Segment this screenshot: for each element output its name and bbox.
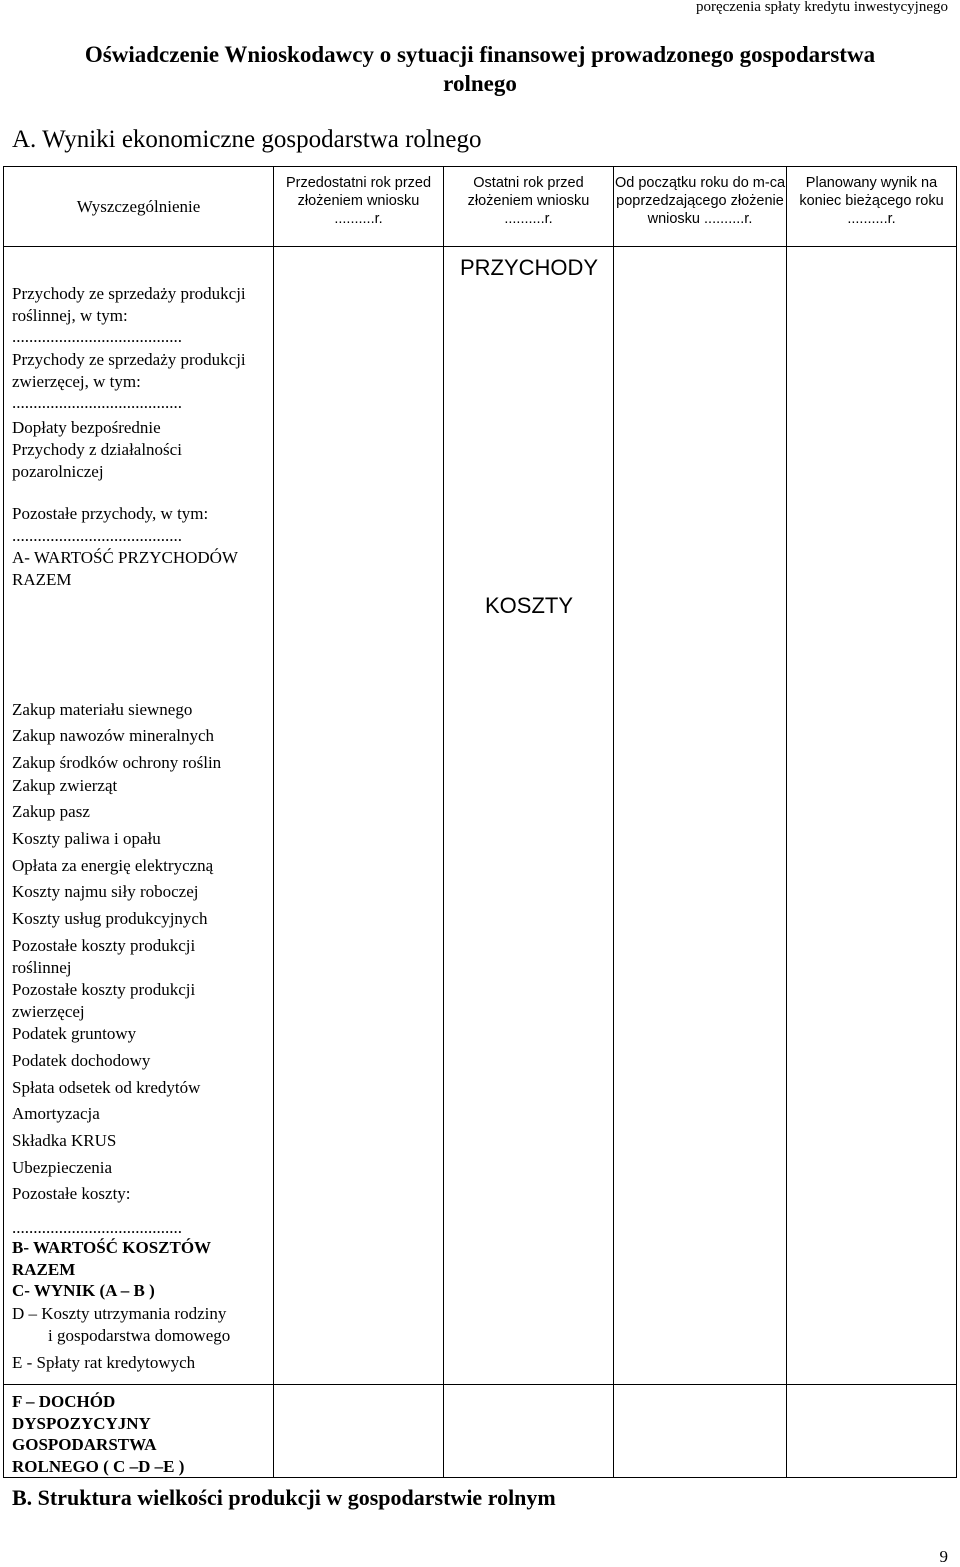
col-planned — [787, 247, 957, 1385]
running-header: poręczenia spłaty kredytu inwestycyjnego — [696, 0, 948, 15]
section-label-income: PRZYCHODY — [459, 255, 599, 280]
cost-row: Opłata za energię elektryczną — [12, 856, 214, 875]
summary-f-col2 — [444, 1385, 614, 1478]
cost-dots: ........................................ — [12, 1218, 182, 1237]
section-b-heading: B. Struktura wielkości produkcji w gospodarstwie rolnym — [12, 1485, 556, 1510]
document-title-line1: Oświadczenie Wnioskodawcy o sytuacji finansowej prowadzonego gospodarstwa — [84, 42, 876, 67]
financial-results-table — [3, 166, 957, 1478]
cost-row: Zakup środków ochrony roślin — [12, 753, 222, 772]
cost-row: Podatek gruntowy — [12, 1024, 137, 1043]
header-cell-last-year: Ostatni rok przed złożeniem wniosku ..........r. — [444, 167, 614, 247]
income-row-crop-sales: Przychody ze sprzedaży produkcji roślinnej, w tym: ........................................ — [12, 284, 246, 346]
cost-row: Spłata odsetek od kredytów — [12, 1078, 201, 1097]
section-a-heading: A. Wyniki ekonomiczne gospodarstwa rolnego — [12, 126, 482, 153]
header-cell-description: Wyszczególnienie — [4, 167, 274, 247]
document-title — [0, 40, 960, 98]
summary-c-result: C- WYNIK (A – B ) — [12, 1281, 155, 1300]
cost-row: Amortyzacja — [12, 1104, 100, 1123]
cost-row: Podatek dochodowy — [12, 1051, 151, 1070]
cost-row: Zakup pasz — [12, 802, 90, 821]
description-column — [4, 247, 274, 1385]
summary-f-col1 — [274, 1385, 444, 1478]
col-last-year — [444, 247, 614, 1385]
summary-f-col3 — [614, 1385, 787, 1478]
header-cell-year-to-date: Od początku roku do m-ca poprzedzającego złożenie wniosku ..........r. — [614, 167, 787, 247]
income-row-direct-payments: Dopłaty bezpośrednie — [12, 418, 161, 437]
income-row-non-agricultural: Przychody z działalności pozarolniczej — [12, 440, 182, 481]
summary-d-family-costs: D – Koszty utrzymania rodziny i gospodarstwa domowego — [12, 1304, 231, 1345]
income-row-other: Pozostałe przychody, w tym: ........................................ — [12, 504, 209, 545]
header-cell-year-before-last: Przedostatni rok przed złożeniem wniosku ..........r. — [274, 167, 444, 247]
summary-e-loan-repayments: E - Spłaty rat kredytowych — [12, 1353, 196, 1372]
col-year-before-last — [274, 247, 444, 1385]
summary-f-cell — [4, 1385, 274, 1478]
summary-f-row — [4, 1385, 957, 1478]
cost-row: Koszty najmu siły roboczej — [12, 882, 199, 901]
summary-b-total-costs: B- WARTOŚĆ KOSZTÓW RAZEM — [12, 1238, 211, 1279]
cost-row: Koszty usług produkcyjnych — [12, 909, 208, 928]
summary-f-col4 — [787, 1385, 957, 1478]
income-total: A- WARTOŚĆ PRZYCHODÓW RAZEM — [12, 548, 238, 589]
table-header-row — [4, 167, 957, 247]
document-title-line2: rolnego — [443, 71, 517, 96]
table-body-row — [4, 247, 957, 1385]
cost-row: Zakup zwierząt — [12, 776, 118, 795]
cost-row: Zakup nawozów mineralnych — [12, 726, 215, 745]
cost-row: Pozostałe koszty produkcji roślinnej — [12, 936, 196, 977]
cost-row: Pozostałe koszty produkcji zwierzęcej — [12, 980, 196, 1021]
section-label-costs: KOSZTY — [484, 593, 573, 618]
cost-row: Pozostałe koszty: — [12, 1184, 131, 1203]
cost-row: Składka KRUS — [12, 1131, 117, 1150]
income-row-animal-sales: Przychody ze sprzedaży produkcji zwierzęcej, w tym: ........................................ — [12, 350, 246, 412]
cost-row: Zakup materiału siewnego — [12, 700, 193, 719]
col-year-to-date — [614, 247, 787, 1385]
page-number: 9 — [939, 1547, 948, 1566]
header-cell-planned: Planowany wynik na koniec bieżącego roku ..........r. — [787, 167, 957, 247]
cost-row: Ubezpieczenia — [12, 1158, 113, 1177]
cost-row: Koszty paliwa i opału — [12, 829, 161, 848]
summary-f-disposable-income: F – DOCHÓD DYSPOZYCYJNY GOSPODARSTWA ROLNEGO ( C –D –E ) — [12, 1392, 185, 1476]
